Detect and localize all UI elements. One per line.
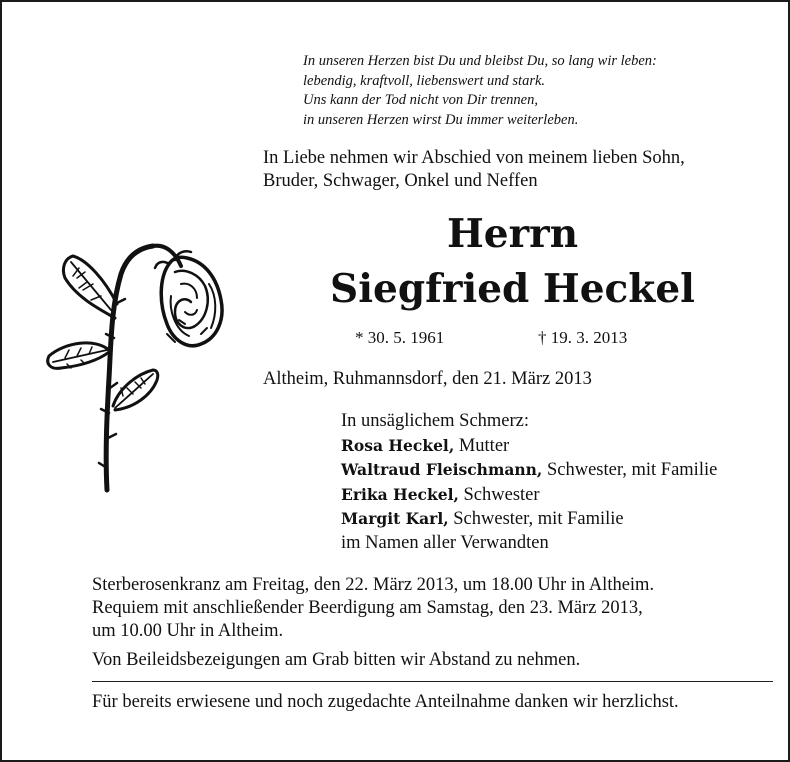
details-line: Requiem mit anschließender Beerdigung am Samstag, den 23. März 2013, <box>92 598 643 618</box>
mourner-name: Margit Karl, <box>341 509 449 528</box>
service-details <box>92 574 772 643</box>
deceased-name: Siegfried Heckel <box>330 266 695 312</box>
poem-line: lebendig, kraftvoll, liebenswert und stark. <box>303 72 546 89</box>
poem-line: Uns kann der Tod nicht von Dir trennen, <box>303 92 538 108</box>
divider <box>92 681 773 682</box>
mourner-row <box>341 434 781 459</box>
mourner-relation: Mutter <box>454 435 510 456</box>
mourner-row <box>341 458 781 483</box>
mourner-row <box>341 507 781 532</box>
mourner-relation: Schwester, mit Familie <box>542 460 718 480</box>
mourner-name: Rosa Heckel, <box>341 435 455 455</box>
mourner-name: Waltraud Fleischmann, <box>341 460 543 479</box>
poem-line: in unseren Herzen wirst Du immer weiterleben. <box>303 111 579 128</box>
details-line: um 10.00 Uhr in Altheim. <box>92 621 284 641</box>
mourner-row <box>341 483 781 508</box>
mourner-name: Erika Heckel, <box>341 484 459 504</box>
memorial-poem <box>303 52 773 130</box>
birth-date: * 30. 5. 1961 <box>355 328 445 347</box>
salutation: Herrn <box>446 211 579 257</box>
mourners-block <box>341 410 781 555</box>
mourners-heading: In unsäglichem Schmerz: <box>341 411 530 431</box>
rose-icon <box>35 238 235 498</box>
place-and-date: Altheim, Ruhmannsdorf, den 21. März 2013 <box>263 369 592 389</box>
mourners-closing: im Namen aller Verwandten <box>341 532 549 553</box>
thanks-note: Für bereits erwiesene und noch zugedachte Anteilnahme danken wir herzlichst. <box>92 692 679 712</box>
death-date: † 19. 3. 2013 <box>538 328 628 347</box>
intro-line: In Liebe nehmen wir Abschied von meinem lieben Sohn, <box>263 148 685 168</box>
mourner-relation: Schwester, mit Familie <box>448 509 624 529</box>
mourner-relation: Schwester <box>458 484 540 505</box>
condolence-request: Von Beileidsbezeigungen am Grab bitten wir Abstand zu nehmen. <box>92 650 581 670</box>
intro-line: Bruder, Schwager, Onkel und Neffen <box>263 171 538 191</box>
details-line: Sterberosenkranz am Freitag, den 22. März 2013, um 18.00 Uhr in Altheim. <box>92 575 655 595</box>
farewell-intro <box>263 147 773 193</box>
poem-line: In unseren Herzen bist Du und bleibst Du, so lang wir leben: <box>303 53 657 69</box>
